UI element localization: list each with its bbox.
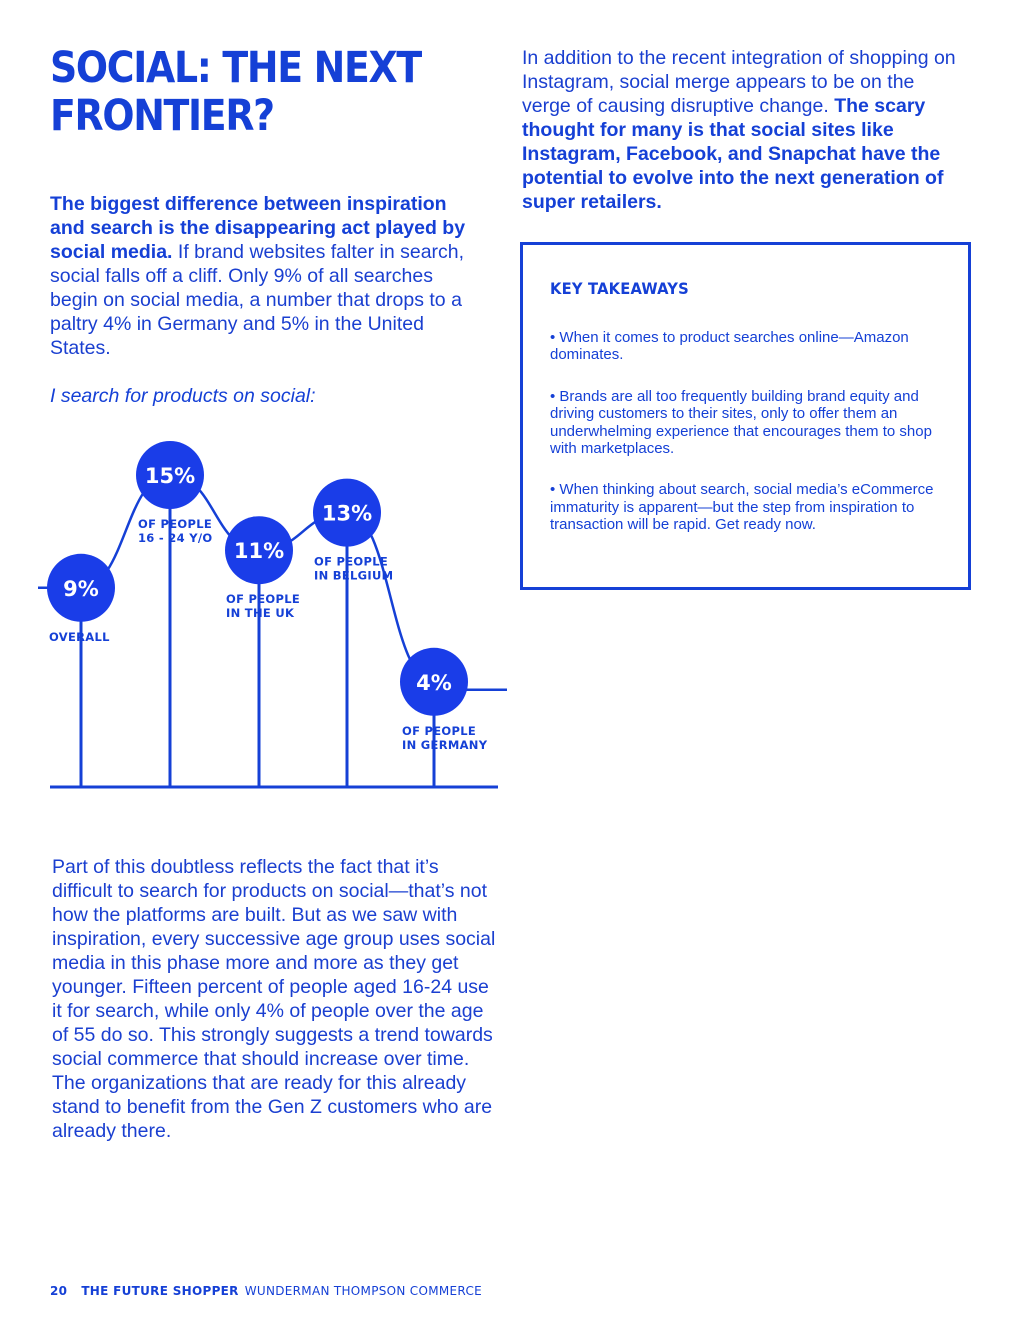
- chart-point-label: IN BELGIUM: [314, 568, 394, 583]
- page-footer: [50, 1284, 482, 1298]
- right-intro-text: In addition to the recent integration of shopping on Instagram, social merge appears to be on the verge of causing disruptive change.: [522, 47, 956, 117]
- chart-value-label: 11%: [233, 539, 285, 564]
- right-intro-paragraph: [522, 46, 958, 214]
- chart-value-label: 4%: [416, 670, 452, 695]
- chart-value-label: 9%: [63, 576, 99, 601]
- chart-value-label: 15%: [144, 464, 196, 488]
- chart-point-label: OF PEOPLE: [402, 723, 477, 738]
- publication-name: THE FUTURE SHOPPER: [81, 1284, 239, 1298]
- chart-value-label: 13%: [321, 501, 373, 526]
- takeaway-item: • Brands are all too frequently building brand equity and driving customers to their sites, only to offer them an underwhelming experience that encourages them to shop with marketplaces.: [550, 387, 932, 458]
- key-takeaways-box: [520, 242, 971, 590]
- lead-text: If brand websites falter in search, social falls off a cliff. Only 9% of all searches begin on social media, a number that drops to a paltry 4% in Germany and 5% in the United States.: [50, 241, 465, 359]
- chart-point-label: OF PEOPLE: [314, 554, 389, 569]
- company-name: WUNDERMAN THOMPSON COMMERCE: [244, 1284, 483, 1298]
- chart-point-label: IN THE UK: [226, 606, 295, 621]
- chart-caption: I search for products on social:: [50, 385, 316, 407]
- chart-point-label: 16 - 24 Y/O: [138, 531, 213, 545]
- page-number: 20: [50, 1284, 68, 1298]
- right-intro-bold: The scary thought for many is that social sites like Instagram, Facebook, and Snapchat have the potential to evolve into the next generation of super retailers.: [522, 95, 944, 213]
- chart-point-label: OF PEOPLE: [226, 592, 301, 607]
- chart-point-label: IN GERMANY: [402, 737, 488, 752]
- page-title: SOCIAL: THE NEXT FRONTIER?: [50, 43, 421, 141]
- body-paragraph: Part of this doubtless reflects the fact that it’s difficult to search for products on social—that’s not how the platforms are built. But as we saw with inspiration, every successive age group uses social media in this phase more and more as they get younger. Fifteen percent of people aged 16-24 use it for search, while only 4% of people over the age of 55 do so. This strongly suggests a trend towards social commerce that should increase over time. The organizations that are ready for this already stand to benefit from the Gen Z customers who are already there.: [52, 856, 496, 1142]
- takeaway-item: • When it comes to product searches online—Amazon dominates.: [550, 329, 909, 364]
- chart-point-label: OVERALL: [49, 629, 110, 644]
- key-takeaways-heading: KEY TAKEAWAYS: [550, 279, 689, 298]
- lead-bold: The biggest difference between inspiration and search is the disappearing act played by social media.: [50, 193, 466, 263]
- key-takeaways-list: [550, 329, 945, 558]
- lead-paragraph: [50, 192, 482, 360]
- takeaway-item: • When thinking about search, social media’s eCommerce immaturity is apparent—but the step from inspiration to transaction will be rapid. Get ready now.: [550, 481, 934, 534]
- social-search-chart: [0, 430, 520, 800]
- chart-point-label: OF PEOPLE: [138, 517, 213, 531]
